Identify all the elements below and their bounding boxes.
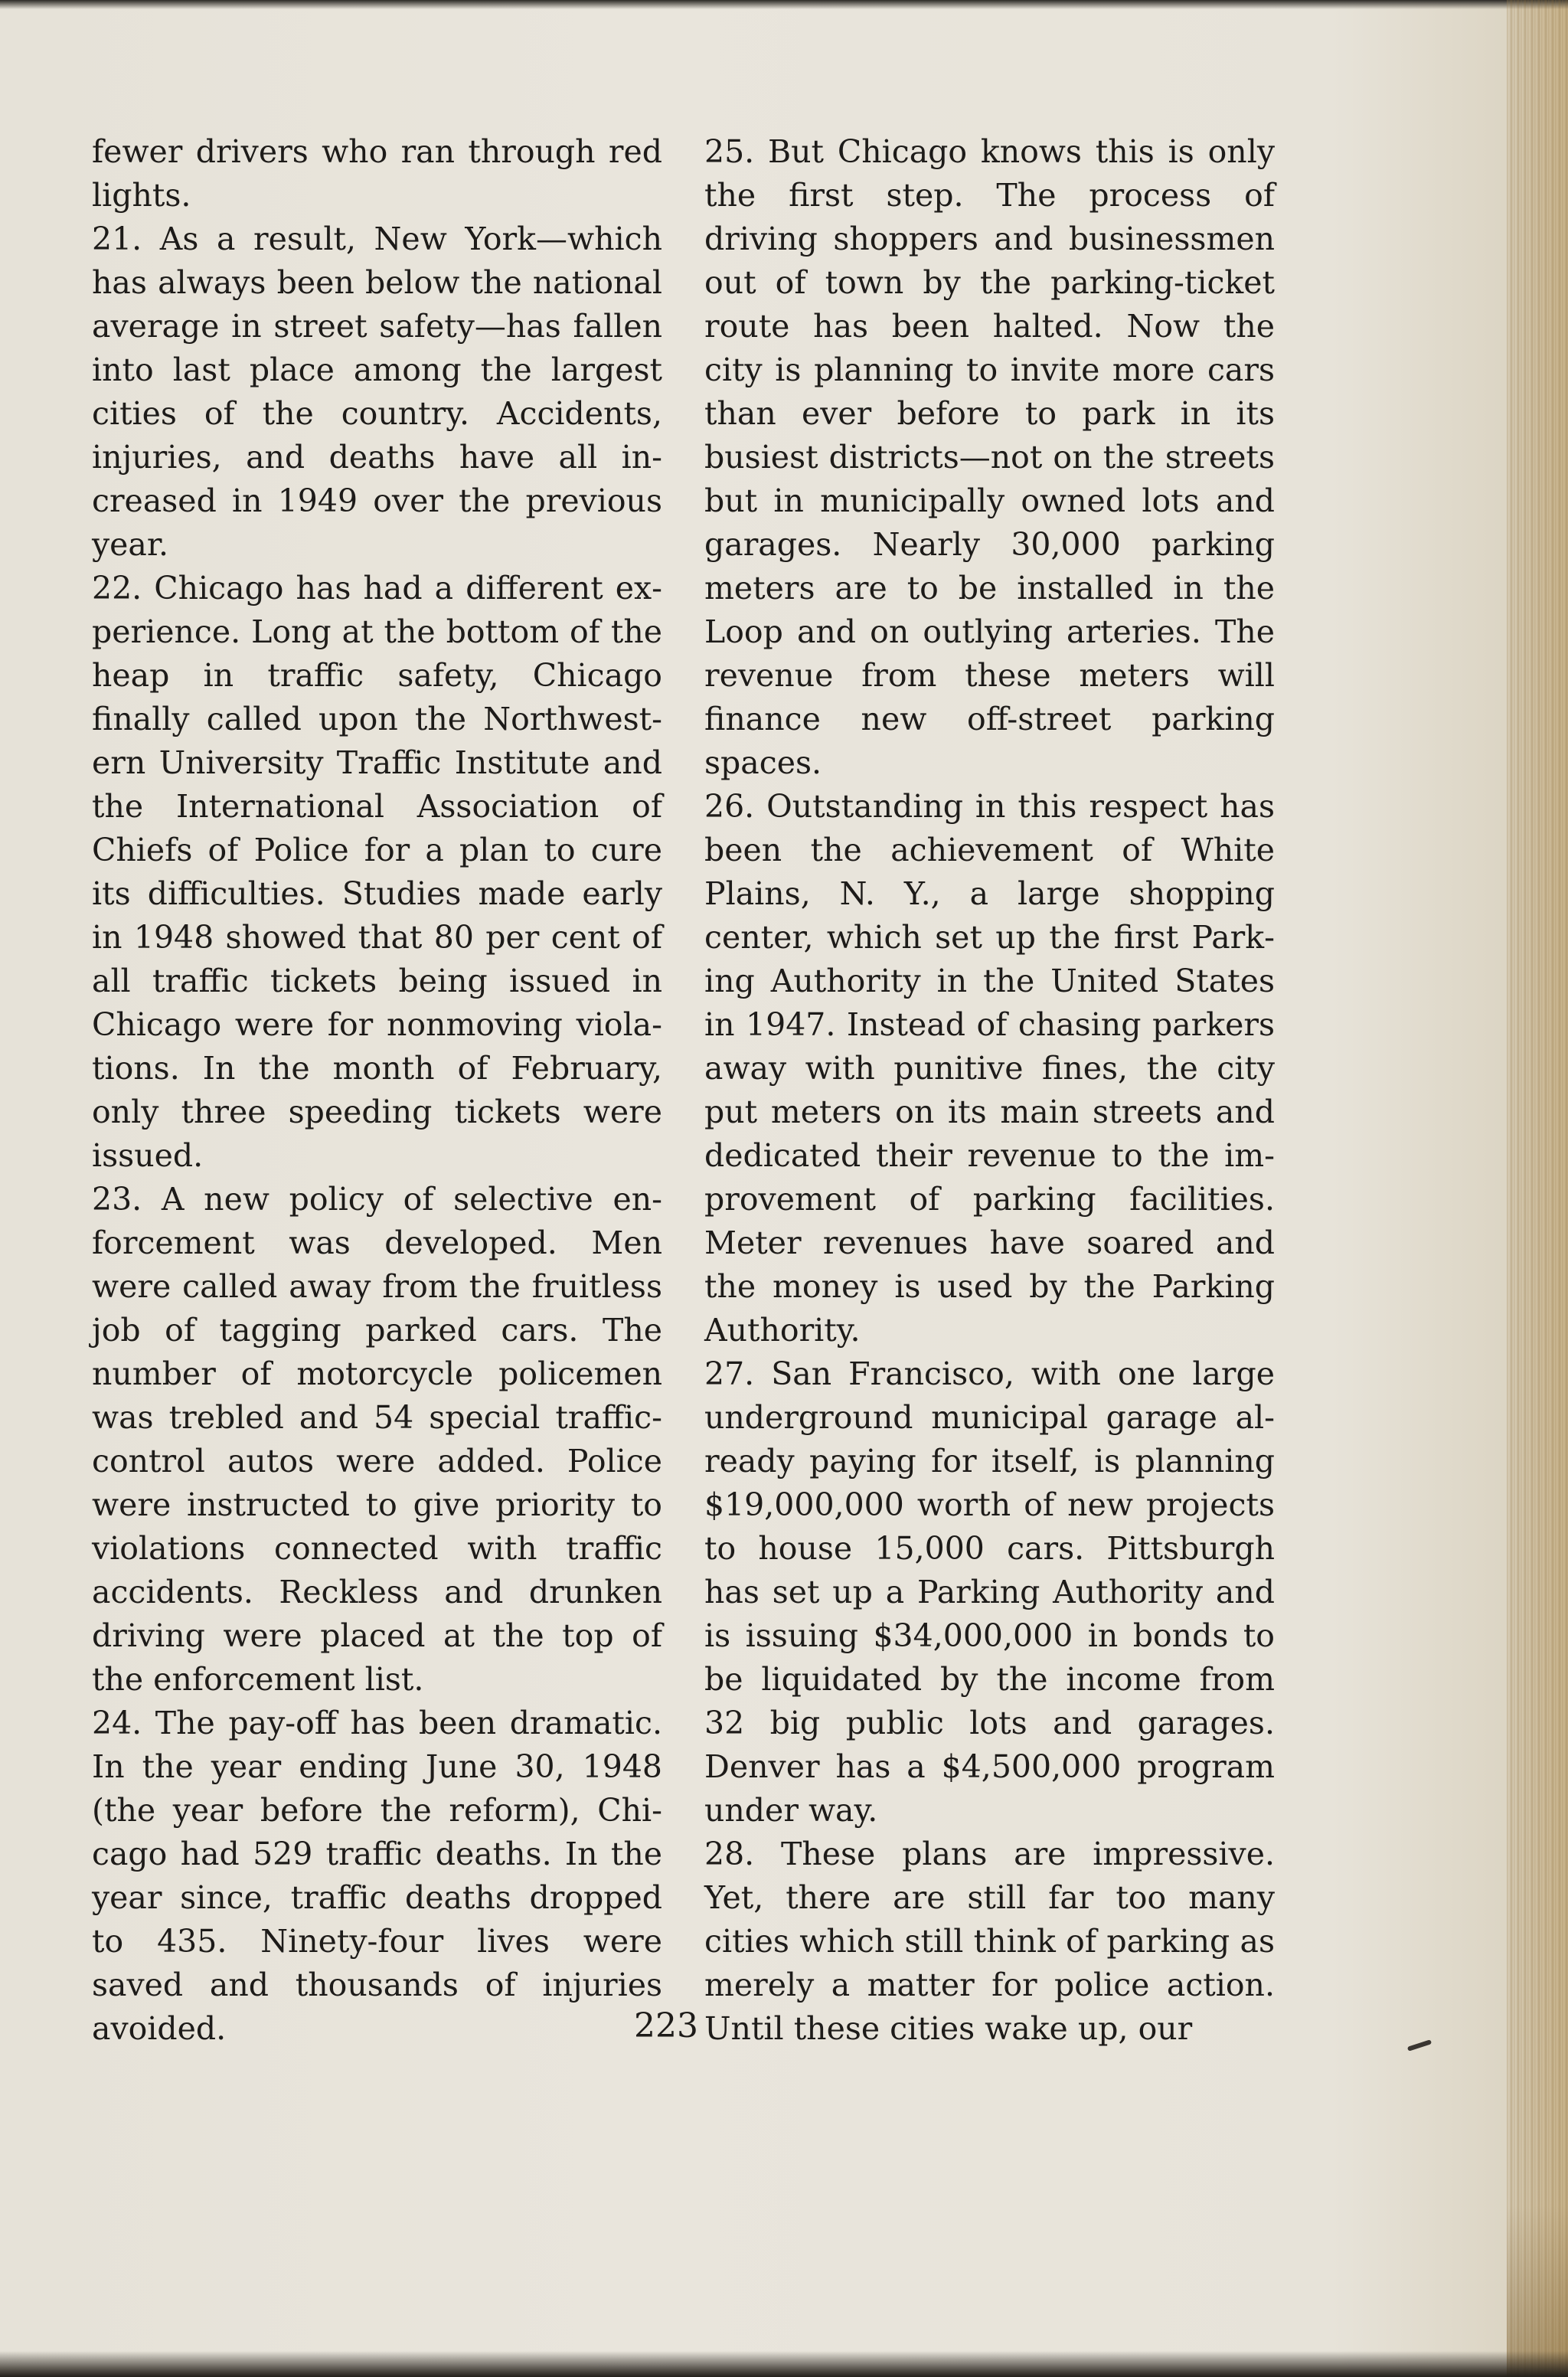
paragraph-28: 28. These plans are impressive. Yet, there are still far too many cities which still think of parking as merely a matter for police action. Until these cities wake up, our bbox=[704, 1836, 1275, 2047]
paragraph-25: 25. But Chicago knows this is only the first step. The process of driving shoppers and businessmen out of town by the parking-ticket route has been halted. Now the city is planning to invite more cars than ever before to park in its busiest districts—not on the streets but in municipally owned lots and garages. Nearly 30,000 parking meters are to be installed in the Loop and on outlying arteries. The revenue from these meters will finance new off-street parking spaces. bbox=[704, 133, 1275, 781]
right-column bbox=[704, 130, 1275, 2051]
margin-mark bbox=[1407, 2039, 1432, 2052]
paragraph-27: 27. San Francisco, with one large underground municipal garage already paying for itself, is planning $19,000,000 worth of new projects to house 15,000 cars. Pittsburgh has set up a Parking Authority and is issuing $34,000,000 in bonds to be liquidated by the income from 32 big public lots and garages. Denver has a $4,500,000 program under way. bbox=[704, 1355, 1275, 1829]
paragraph-22: 22. Chicago has had a different experience. Long at the bottom of the heap in traffic safety, Chicago finally called upon the Northwestern University Traffic Institute and the International Association of Chiefs of Police for a plan to cure its difficulties. Studies made early in 1948 showed that 80 per cent of all traffic tickets being issued in Chicago were for nonmoving violations. In the month of February, only three speeding tickets were issued. bbox=[92, 570, 662, 1174]
paragraph-24: 24. The pay-off has been dramatic. In the year ending June 30, 1948 (the year before the reform), Chicago had 529 traffic deaths. In the year since, traffic deaths dropped to 435. Ninety-four lives were saved and thousands of injuries avoided. bbox=[92, 1705, 662, 2047]
paragraph-continuation: fewer drivers who ran through red lights. bbox=[92, 133, 662, 214]
page-edge-stack bbox=[1507, 0, 1568, 2377]
page-number: 223 bbox=[634, 2006, 698, 2045]
paragraph-26: 26. Outstanding in this respect has been the achievement of White Plains, N. Y., a large shopping center, which set up the first Parking Authority in the United States in 1947. Instead of chasing parkers away with punitive fines, the city put meters on its main streets and dedicated their revenue to the improvement of parking facilities. Meter revenues have soared and the money is used by the Parking Authority. bbox=[704, 788, 1275, 1349]
scan-top-shadow bbox=[0, 0, 1568, 9]
paragraph-21: 21. As a result, New York—which has always been below the national average in street safety—has fallen into last place among the largest cities of the country. Accidents, injuries, and deaths have all increased in 1949 over the previous year. bbox=[92, 221, 662, 563]
paragraph-23: 23. A new policy of selective enforcement was developed. Men were called away from the fruitless job of tagging parked cars. The number of motorcycle policemen was trebled and 54 special traffic-control autos were added. Police were instructed to give priority to violations connected with traffic accidents. Reckless and drunken driving were placed at the top of the enforcement list. bbox=[92, 1181, 662, 1698]
left-column bbox=[92, 130, 662, 2051]
scan-bottom-shadow bbox=[0, 2351, 1568, 2377]
